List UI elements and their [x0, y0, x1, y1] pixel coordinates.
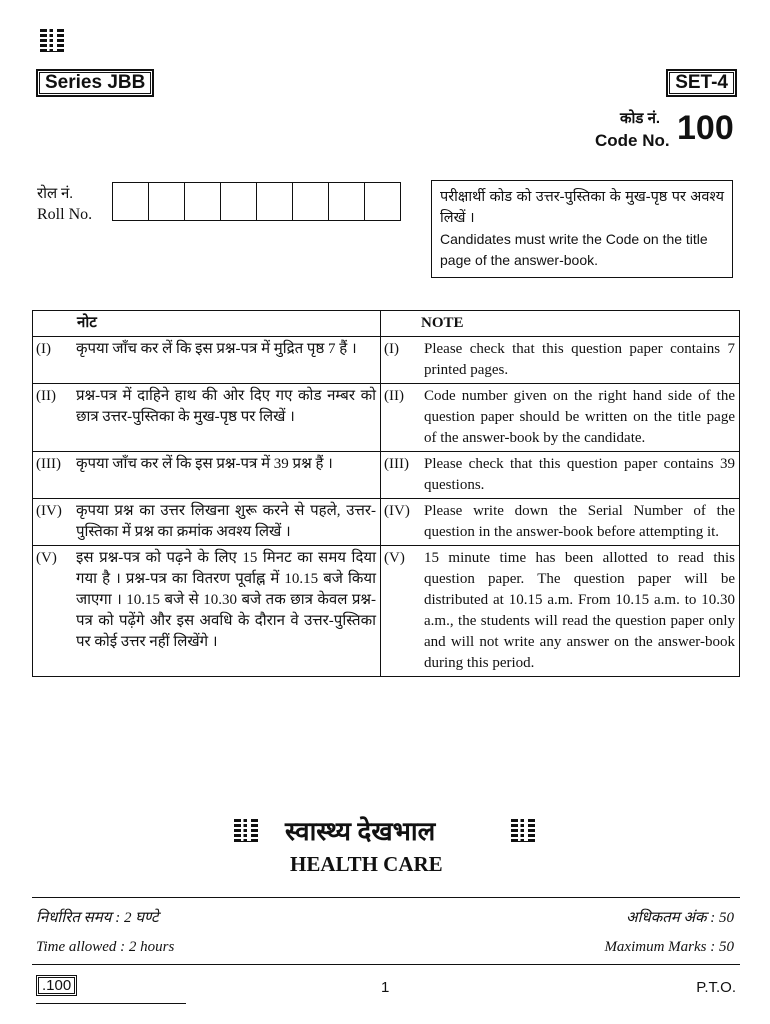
code-instruction-english: Candidates must write the Code on the title page of the answer-book. — [440, 231, 708, 268]
code-label-hindi: कोड नं. — [620, 110, 661, 127]
roll-label-hindi: रोल नं. — [37, 186, 74, 202]
subject-title-hindi: स्वास्थ्य देखभाल — [285, 817, 436, 846]
note-text-english: 15 minute time has been allotted to read this question paper. The question paper will be distributed at 10.15 a.m. From 10.15 a.m. to 10.30 a.m., the students will read the question paper only and will not write any answer on the answer-book during this period. — [420, 546, 740, 677]
note-text-hindi: कृपया प्रश्न का उत्तर लिखना शुरू करने से पहले, उत्तर-पुस्तिका में प्रश्न का क्रमांक अवश्य लिखें । — [72, 499, 381, 546]
note-number-hindi: (III) — [33, 452, 73, 499]
qr-code-icon — [511, 818, 535, 842]
note-row — [33, 452, 740, 499]
qr-code-icon — [234, 818, 258, 842]
note-number-english: (V) — [381, 546, 421, 677]
pto-label: P.T.O. — [696, 979, 736, 996]
roll-cell[interactable] — [365, 183, 400, 220]
series-label: Series JBB — [36, 69, 154, 97]
note-text-english: Please check that this question paper contains 39 questions. — [420, 452, 740, 499]
note-row — [33, 499, 740, 546]
note-number-hindi: (V) — [33, 546, 73, 677]
roll-cell[interactable] — [113, 183, 149, 220]
note-row — [33, 546, 740, 677]
note-text-hindi: इस प्रश्न-पत्र को पढ़ने के लिए 15 मिनट का समय दिया गया है । प्रश्न-पत्र का वितरण पूर्वाह्न में 10.15 बजे किया जाएगा । 10.15 बजे से 10.30 बजे तक छात्र केवल प्रश्न-पत्र को पढ़ेंगे और इस अवधि के दौरान वे उत्तर-पुस्तिका पर कोई उत्तर नहीं लिखेंगे । — [72, 546, 381, 677]
divider — [32, 964, 740, 965]
time-allowed-english: Time allowed : 2 hours — [36, 939, 175, 955]
subject-title-english: HEALTH CARE — [290, 852, 443, 876]
code-instruction-box — [431, 180, 733, 278]
roll-cell[interactable] — [185, 183, 221, 220]
note-row — [33, 337, 740, 384]
code-number: 100 — [677, 109, 734, 147]
set-label: SET-4 — [666, 69, 737, 97]
time-allowed-hindi: निर्धारित समय : 2 घण्टे — [36, 910, 159, 926]
max-marks-hindi: अधिकतम अंक : 50 — [626, 910, 734, 926]
note-number-english: (II) — [381, 384, 421, 452]
roll-cell[interactable] — [329, 183, 365, 220]
code-label-english: Code No. — [595, 131, 670, 150]
note-text-hindi: प्रश्न-पत्र में दाहिने हाथ की ओर दिए गए कोड नम्बर को छात्र उत्तर-पुस्तिका के मुख-पृष्ठ पर लिखें । — [72, 384, 381, 452]
note-number-hindi: (II) — [33, 384, 73, 452]
code-instruction-hindi: परीक्षार्थी कोड को उत्तर-पुस्तिका के मुख-पृष्ठ पर अवश्य लिखें । — [440, 189, 724, 226]
footer-underline — [36, 1003, 186, 1004]
note-number-hindi: (IV) — [33, 499, 73, 546]
qr-code-icon — [40, 28, 64, 52]
roll-cell[interactable] — [149, 183, 185, 220]
note-number-hindi: (I) — [33, 337, 73, 384]
note-text-english: Please check that this question paper contains 7 printed pages. — [420, 337, 740, 384]
note-text-english: Code number given on the right hand side of the question paper should be written on the title page of the answer-book by the candidate. — [420, 384, 740, 452]
max-marks-english: Maximum Marks : 50 — [604, 939, 734, 955]
note-text-hindi: कृपया जाँच कर लें कि इस प्रश्न-पत्र में 39 प्रश्न हैं । — [72, 452, 381, 499]
note-text-english: Please write down the Serial Number of the question in the answer-book before attempting it. — [420, 499, 740, 546]
note-text-hindi: कृपया जाँच कर लें कि इस प्रश्न-पत्र में मुद्रित पृष्ठ 7 हैं । — [72, 337, 381, 384]
footer-code: .100 — [36, 975, 77, 996]
notes-header-row — [33, 311, 740, 337]
notes-table — [32, 310, 740, 677]
roll-cell[interactable] — [221, 183, 257, 220]
note-number-english: (IV) — [381, 499, 421, 546]
notes-heading-hindi: नोट — [33, 311, 381, 337]
notes-table-wrap — [32, 310, 740, 677]
note-number-english: (I) — [381, 337, 421, 384]
roll-number-boxes[interactable] — [112, 182, 401, 221]
page-number: 1 — [381, 979, 390, 996]
notes-heading-english: NOTE — [381, 311, 740, 337]
roll-label-english: Roll No. — [37, 206, 93, 223]
divider — [32, 897, 740, 898]
roll-cell[interactable] — [257, 183, 293, 220]
note-number-english: (III) — [381, 452, 421, 499]
note-row — [33, 384, 740, 452]
roll-cell[interactable] — [293, 183, 329, 220]
